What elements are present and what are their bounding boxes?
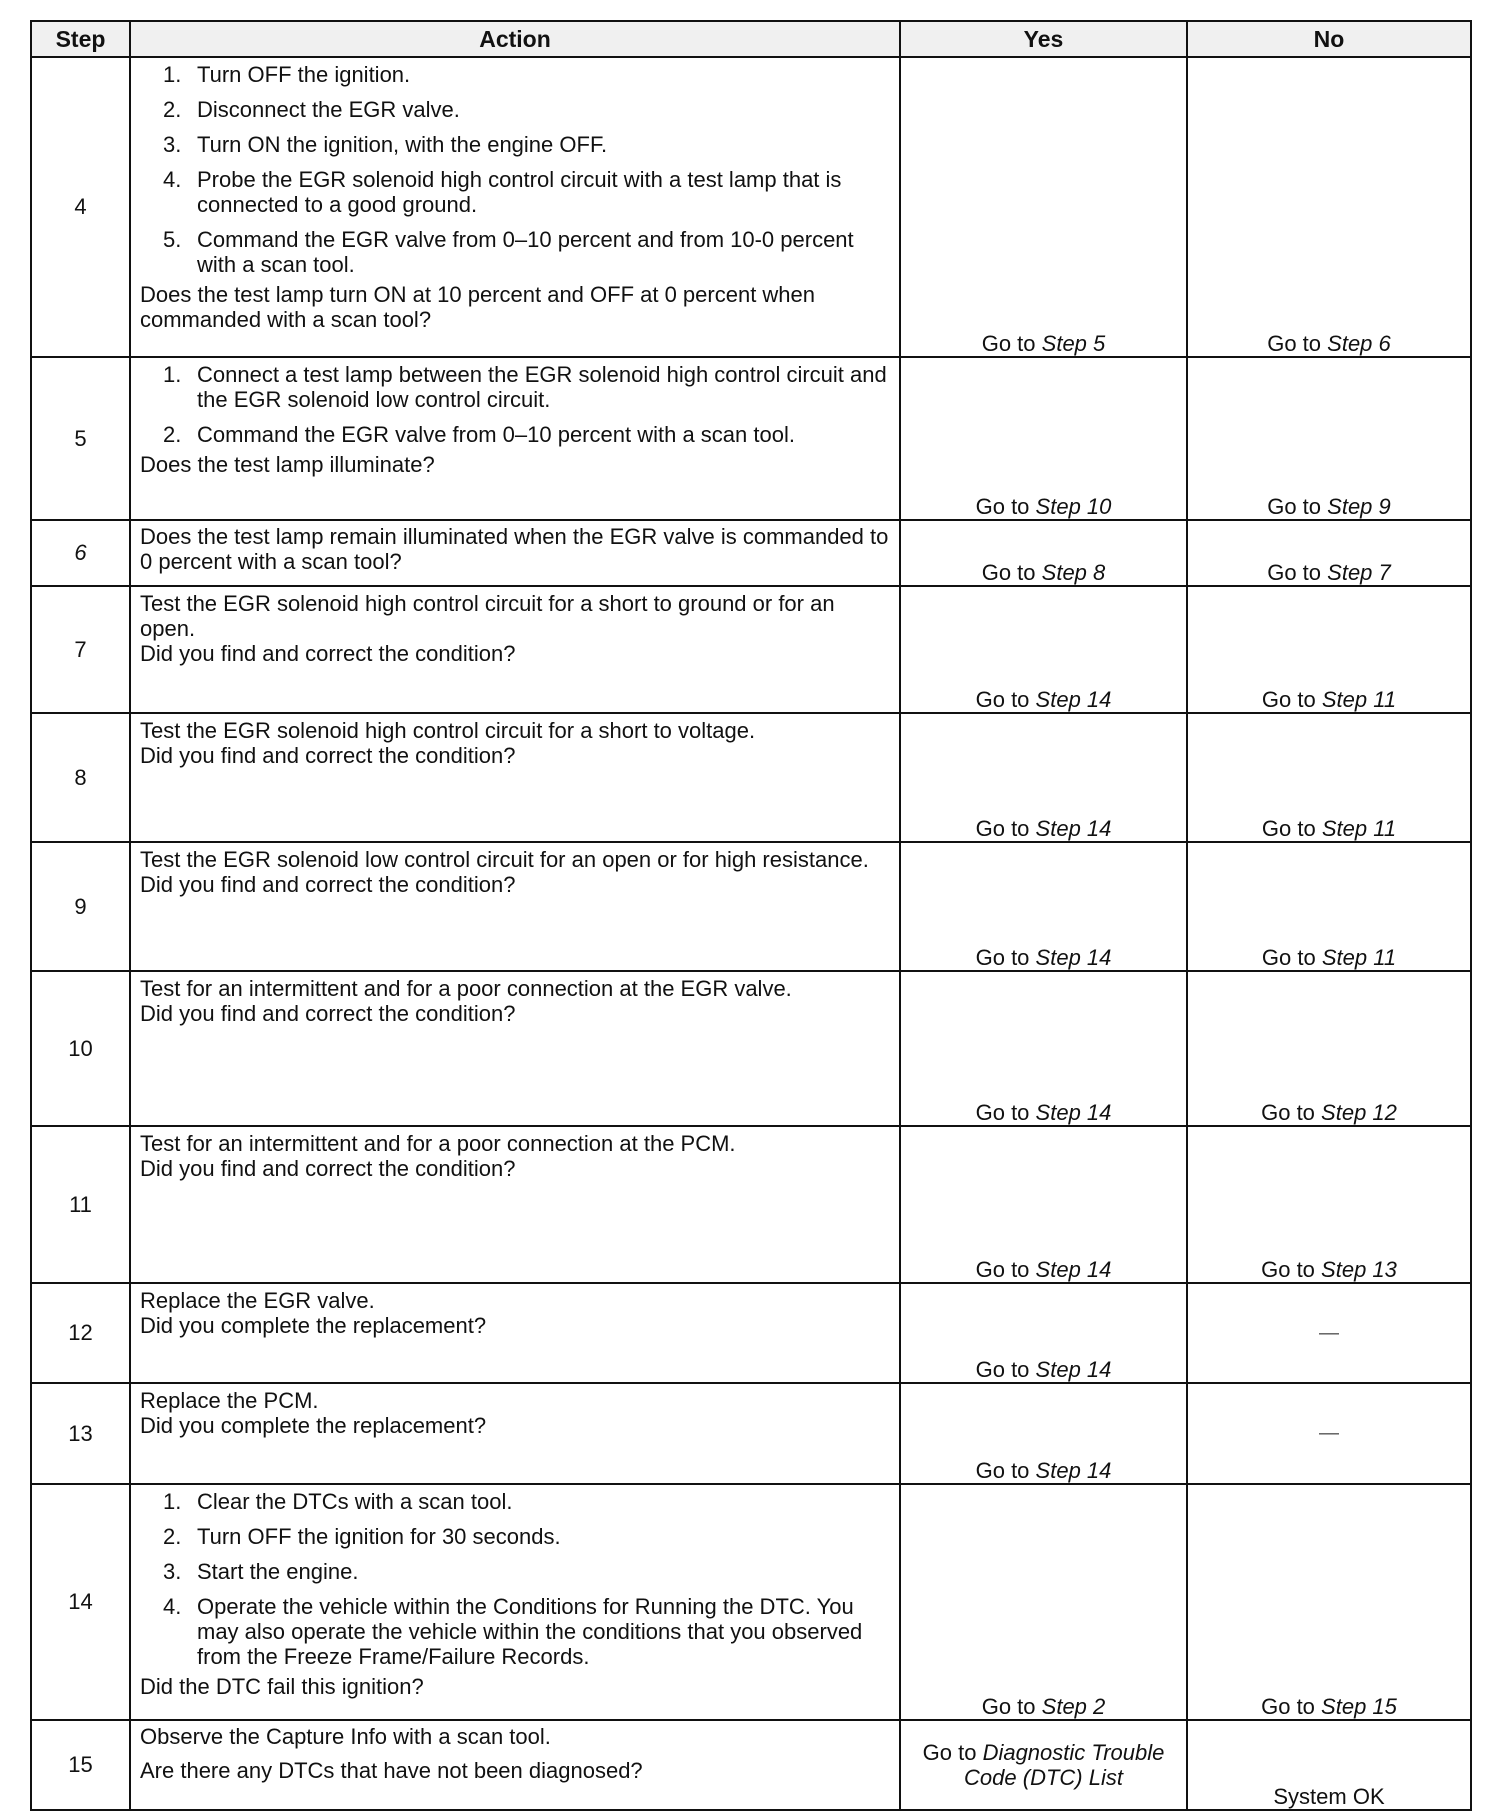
action-question: Does the test lamp remain illuminated when the EGR valve is commanded to 0 percent with a scan tool? [140,524,889,574]
action-cell [130,842,900,971]
action-steps [140,1489,891,1674]
step-number: 15 [31,1720,130,1810]
action-text: Replace the PCM. [140,1388,319,1413]
table-row [31,520,1471,586]
goto-label: Go to [1267,331,1322,356]
action-question: Does the test lamp illuminate? [140,452,435,477]
no-target: Step 6 [1327,331,1391,356]
no-cell [1187,586,1471,713]
action-step: 1. Turn OFF the ignition. [163,62,411,87]
goto-label: Go to [975,945,1030,970]
no-cell [1187,1484,1471,1720]
action-cell [130,57,900,357]
no-target: Step 7 [1327,560,1391,585]
yes-cell [900,520,1187,586]
table-row [31,1126,1471,1283]
yes-target: Step 14 [1035,945,1112,970]
table-row [31,971,1471,1126]
step-number: 9 [31,842,130,971]
step-number: 10 [31,971,130,1126]
action-cell [130,520,900,586]
action-question: Did you find and correct the condition? [140,1001,516,1026]
goto-label: Go to [1261,1100,1315,1125]
action-step: 3. Turn ON the ignition, with the engine OFF. [163,132,608,157]
no-target: Step 15 [1321,1694,1397,1719]
goto-label: Go to [975,687,1030,712]
no-cell [1187,357,1471,520]
no-cell [1187,520,1471,586]
action-steps [140,62,891,282]
action-cell [130,1720,900,1810]
step-number: 8 [31,713,130,842]
goto-label: Go to [1261,816,1316,841]
goto-label: Go to [922,1740,977,1765]
goto-label: Go to [1261,1694,1315,1719]
table-row [31,1484,1471,1720]
action-text: Test the EGR solenoid high control circuit for a short to voltage. [140,718,756,743]
goto-label: Go to [981,560,1036,585]
no-cell: — [1187,1383,1471,1484]
yes-cell [900,1283,1187,1383]
header-row [31,21,1471,57]
yes-cell [900,1126,1187,1283]
action-question: Does the test lamp turn ON at 10 percent and OFF at 0 percent when commanded with a scan tool? [140,282,816,332]
no-target: Step 12 [1321,1100,1397,1125]
action-question: Did you complete the replacement? [140,1413,487,1438]
action-step: 4. Operate the vehicle within the Conditions for Running the DTC. You may also operate the vehicle within the conditions that you observed from the Freeze Frame/Failure Records. [163,1594,863,1669]
yes-cell [900,842,1187,971]
no-cell [1187,971,1471,1126]
no-target: Step 13 [1321,1257,1397,1282]
no-cell [1187,1126,1471,1283]
action-step: 2. Turn OFF the ignition for 30 seconds. [163,1524,561,1549]
step-number: 6 [31,520,130,586]
table-row [31,842,1471,971]
yes-target: Step 5 [1041,331,1106,356]
action-question: Did you complete the replacement? [140,1313,487,1338]
action-step: 3. Start the engine. [163,1559,359,1584]
action-question: Are there any DTCs that have not been diagnosed? [140,1758,643,1783]
yes-target: Step 10 [1035,494,1112,519]
yes-target: Step 14 [1035,1458,1112,1483]
action-cell [130,357,900,520]
header-step: Step [31,21,130,57]
yes-target: Step 8 [1041,560,1106,585]
yes-cell [900,971,1187,1126]
diagnostic-table [30,20,1472,1811]
action-cell [130,1484,900,1720]
table-row [31,1283,1471,1383]
goto-label: Go to [975,1257,1030,1282]
yes-target: Step 14 [1035,1100,1112,1125]
header-no: No [1187,21,1471,57]
header-action: Action [130,21,900,57]
no-target: Step 11 [1321,687,1397,712]
action-question: Did you find and correct the condition? [140,743,516,768]
goto-label: Go to [1267,560,1322,585]
goto-label: Go to [975,494,1030,519]
step-number: 12 [31,1283,130,1383]
yes-cell [900,1720,1187,1810]
action-step: 4. Probe the EGR solenoid high control circuit with a test lamp that is connected to a good ground. [163,167,842,217]
yes-cell [900,57,1187,357]
action-cell [130,1283,900,1383]
no-target: Step 11 [1321,816,1397,841]
no-cell [1187,842,1471,971]
no-target: Step 9 [1327,494,1391,519]
action-text: Test the EGR solenoid low control circuit for an open or for high resistance. [140,847,869,872]
action-text: Test for an intermittent and for a poor connection at the EGR valve. [140,976,792,1001]
step-number: 4 [31,57,130,357]
no-target: Step 11 [1321,945,1397,970]
goto-label: Go to [981,1694,1036,1719]
action-step: 1. Connect a test lamp between the EGR solenoid high control circuit and the EGR solenoid low control circuit. [163,362,887,412]
action-step: 5. Command the EGR valve from 0–10 percent and from 10-0 percent with a scan tool. [163,227,854,277]
table-row [31,586,1471,713]
yes-cell [900,357,1187,520]
action-cell [130,971,900,1126]
step-number: 5 [31,357,130,520]
goto-label: Go to [1261,945,1316,970]
table-row [31,57,1471,357]
yes-cell [900,1383,1187,1484]
yes-target: Step 14 [1035,687,1112,712]
yes-cell [900,586,1187,713]
action-steps [140,362,891,452]
goto-label: Go to [1261,1257,1315,1282]
table-row [31,1720,1471,1810]
action-text: Test for an intermittent and for a poor connection at the PCM. [140,1131,736,1156]
action-question: Did you find and correct the condition? [140,641,516,666]
action-cell [130,586,900,713]
action-cell [130,1383,900,1484]
no-cell [1187,713,1471,842]
goto-label: Go to [975,1458,1030,1483]
table-row [31,357,1471,520]
no-cell: System OK [1187,1720,1471,1810]
yes-target: Step 14 [1035,1357,1112,1382]
yes-target: Step 14 [1035,1257,1112,1282]
goto-label: Go to [981,331,1036,356]
action-text: Replace the EGR valve. [140,1288,375,1313]
goto-label: Go to [1261,687,1316,712]
goto-label: Go to [975,816,1030,841]
yes-target: Step 2 [1041,1694,1106,1719]
yes-target: Step 14 [1035,816,1112,841]
action-question: Did you find and correct the condition? [140,1156,516,1181]
action-question: Did you find and correct the condition? [140,872,516,897]
goto-label: Go to [1267,494,1322,519]
no-cell [1187,57,1471,357]
yes-cell [900,713,1187,842]
step-number: 13 [31,1383,130,1484]
action-cell [130,713,900,842]
step-number: 7 [31,586,130,713]
yes-cell [900,1484,1187,1720]
action-text: Test the EGR solenoid high control circuit for a short to ground or for an open. [140,591,835,641]
header-yes: Yes [900,21,1187,57]
table-row [31,713,1471,842]
step-number: 14 [31,1484,130,1720]
yes-target: Diagnostic Trouble Code (DTC) List [964,1740,1165,1790]
goto-label: Go to [975,1100,1030,1125]
action-step: 2. Disconnect the EGR valve. [163,97,460,122]
action-step: 1. Clear the DTCs with a scan tool. [163,1489,513,1514]
table-row [31,1383,1471,1484]
step-number: 11 [31,1126,130,1283]
goto-label: Go to [975,1357,1030,1382]
action-step: 2. Command the EGR valve from 0–10 percent with a scan tool. [163,422,795,447]
no-cell: — [1187,1283,1471,1383]
action-question: Did the DTC fail this ignition? [140,1674,424,1699]
action-cell [130,1126,900,1283]
action-text: Observe the Capture Info with a scan tool. [140,1724,551,1749]
